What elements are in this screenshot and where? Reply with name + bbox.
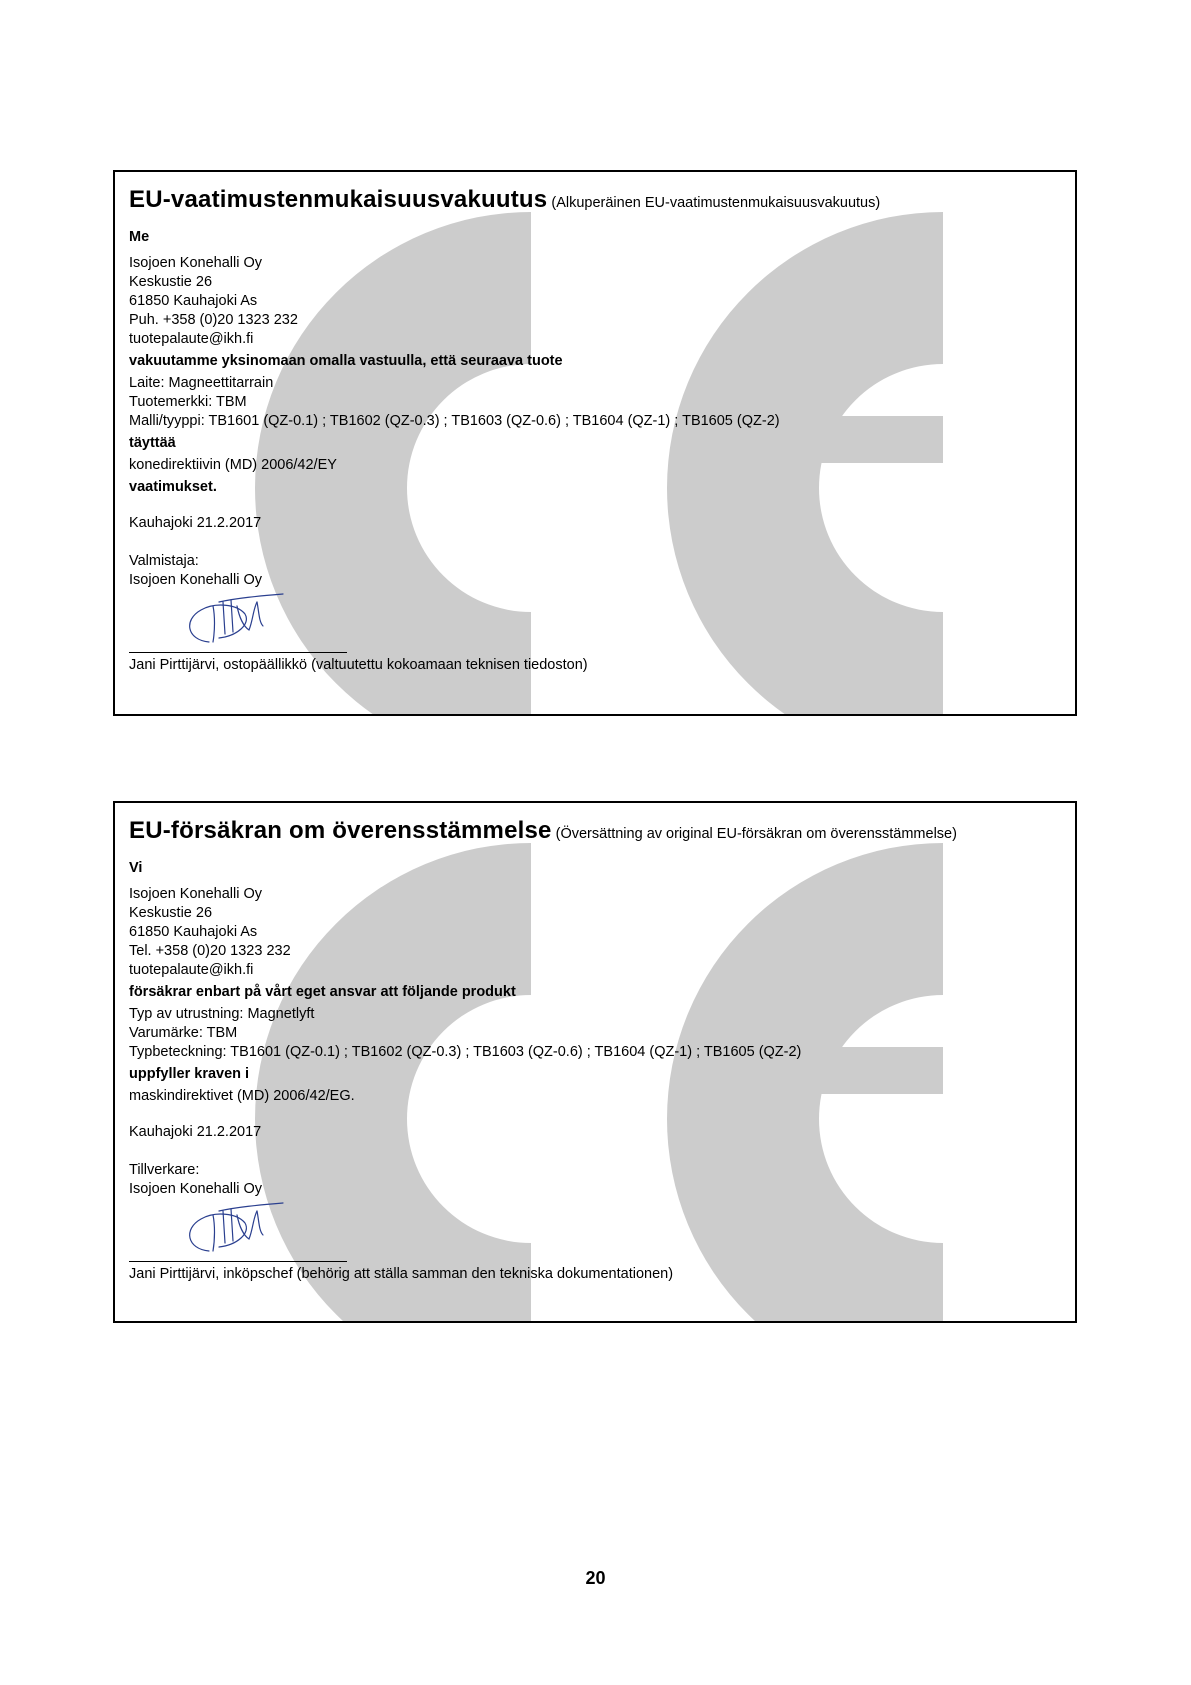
company-name: Isojoen Konehalli Oy — [129, 255, 262, 271]
signature-image — [179, 592, 289, 648]
signature-area — [129, 590, 1061, 648]
declaration-title: EU-vaatimustenmukaisuusvakuutus — [129, 186, 548, 213]
email-address: tuotepalaute@ikh.fi — [129, 331, 254, 347]
model-list: Malli/tyyppi: TB1601 (QZ-0.1) ; TB1602 (QZ-0.3) ; TB1603 (QZ-0.6) ; TB1604 (QZ-1) ; TB1605 (QZ-2) — [129, 413, 780, 429]
fulfills-label: täyttää — [129, 435, 176, 451]
city-address: 61850 Kauhajoki As — [129, 924, 258, 940]
requirements-label: vaatimukset. — [129, 479, 217, 495]
signatory: Jani Pirttijärvi, ostopäällikkö (valtuutettu kokoamaan teknisen tiedoston) — [129, 657, 588, 673]
declaration-heading — [129, 186, 1061, 217]
signature-line — [129, 652, 347, 653]
we-label: Me — [129, 229, 150, 245]
signatory: Jani Pirttijärvi, inköpschef (behörig att ställa samman den tekniska dokumentationen) — [129, 1266, 674, 1282]
declaration-title: EU-försäkran om överensstämmelse — [129, 817, 552, 844]
we-label: Vi — [129, 860, 143, 876]
product-block — [129, 1005, 1061, 1062]
street-address: Keskustie 26 — [129, 274, 213, 290]
page-number: 20 — [585, 1568, 606, 1588]
phone-number: Tel. +358 (0)20 1323 232 — [129, 943, 291, 959]
phone-number: Puh. +358 (0)20 1323 232 — [129, 312, 298, 328]
declaration-heading — [129, 817, 1061, 848]
signature-area — [129, 1199, 1061, 1257]
device-type: Typ av utrustning: Magnetlyft — [129, 1006, 315, 1022]
place-date: Kauhajoki 21.2.2017 — [129, 1124, 262, 1140]
declare-statement: försäkrar enbart på vårt eget ansvar att följande produkt — [129, 984, 516, 1000]
device-type: Laite: Magneettitarrain — [129, 375, 274, 391]
manufacturer-label: Tillverkare: — [129, 1162, 200, 1178]
brand: Varumärke: TBM — [129, 1025, 238, 1041]
city-address: 61850 Kauhajoki As — [129, 293, 258, 309]
declaration-box-sv — [113, 801, 1077, 1323]
place-date: Kauhajoki 21.2.2017 — [129, 515, 262, 531]
directive: konedirektiivin (MD) 2006/42/EY — [129, 457, 337, 473]
declaration-subtitle: (Översättning av original EU-försäkran om överensstämmelse) — [555, 826, 957, 842]
fulfills-label: uppfyller kraven i — [129, 1066, 250, 1082]
product-block — [129, 374, 1061, 431]
model-list: Typbeteckning: TB1601 (QZ-0.1) ; TB1602 (QZ-0.3) ; TB1603 (QZ-0.6) ; TB1604 (QZ-1) ; TB1605 (QZ-2) — [129, 1044, 802, 1060]
declaration-subtitle: (Alkuperäinen EU-vaatimustenmukaisuusvakuutus) — [551, 195, 881, 211]
declaration-box-fi — [113, 170, 1077, 716]
signature-image — [179, 1201, 289, 1257]
company-name: Isojoen Konehalli Oy — [129, 886, 262, 902]
declare-statement: vakuutamme yksinomaan omalla vastuulla, että seuraava tuote — [129, 353, 563, 369]
manufacturer-label: Valmistaja: — [129, 553, 199, 569]
brand: Tuotemerkki: TBM — [129, 394, 247, 410]
address-block — [129, 254, 1061, 349]
directive: maskindirektivet (MD) 2006/42/EG. — [129, 1088, 355, 1104]
manufacturer-name: Isojoen Konehalli Oy — [129, 572, 262, 588]
signature-line — [129, 1261, 347, 1262]
manufacturer-name: Isojoen Konehalli Oy — [129, 1181, 262, 1197]
address-block — [129, 885, 1061, 980]
street-address: Keskustie 26 — [129, 905, 213, 921]
email-address: tuotepalaute@ikh.fi — [129, 962, 254, 978]
